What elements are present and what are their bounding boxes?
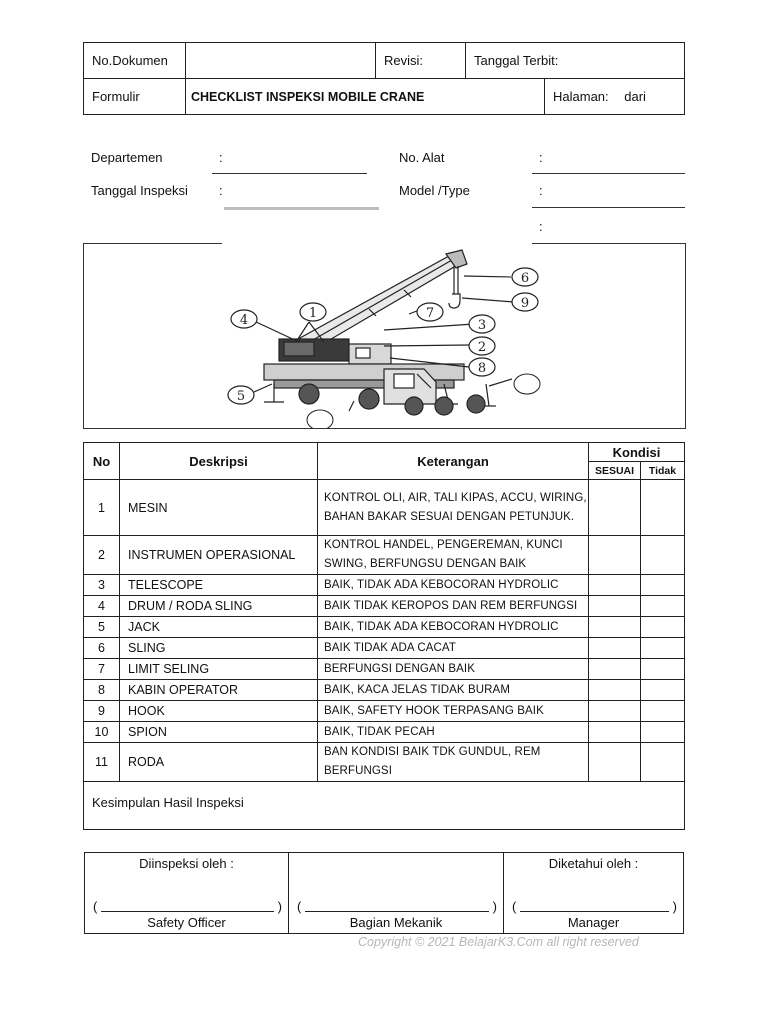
- row-sesuai-checkbox[interactable]: [589, 743, 641, 782]
- table-row: [84, 575, 685, 596]
- row-no: 1: [84, 480, 120, 536]
- row-no: 8: [84, 680, 120, 701]
- row-sesuai-checkbox[interactable]: [589, 659, 641, 680]
- row-no: 9: [84, 701, 120, 722]
- departemen-colon: :: [219, 150, 223, 165]
- row-deskripsi: SLING: [120, 638, 318, 659]
- no-alat-label: No. Alat: [399, 150, 445, 165]
- col-header-no: No: [84, 443, 120, 480]
- row-tidak-checkbox[interactable]: [641, 638, 685, 659]
- row-keterangan: KONTROL OLI, AIR, TALI KIPAS, ACCU, WIRING, BAHAN BAKAR SESUAI DENGAN PETUNJUK.: [318, 480, 589, 536]
- callout-1: 1: [308, 306, 318, 321]
- row-tidak-checkbox[interactable]: [641, 575, 685, 596]
- table-row: [84, 617, 685, 638]
- callout-7: 7: [425, 306, 435, 321]
- row-no: 3: [84, 575, 120, 596]
- tanggal-inspeksi-colon: :: [219, 183, 223, 198]
- row-keterangan: BAN KONDISI BAIK TDK GUNDUL, REM BERFUNGSI: [318, 743, 589, 782]
- row-keterangan: BAIK, TIDAK PECAH: [318, 722, 589, 743]
- mobile-crane-diagram: [84, 244, 685, 428]
- field-mask: [222, 210, 532, 244]
- row-deskripsi: KABIN OPERATOR: [120, 680, 318, 701]
- model-type-label: Model /Type: [399, 183, 470, 198]
- row-keterangan: BAIK, KACA JELAS TIDAK BURAM: [318, 680, 589, 701]
- row-keterangan: BAIK, SAFETY HOOK TERPASANG BAIK: [318, 701, 589, 722]
- table-row: [84, 596, 685, 617]
- row-sesuai-checkbox[interactable]: [589, 596, 641, 617]
- dari-label: dari: [624, 89, 646, 104]
- row-no: 10: [84, 722, 120, 743]
- table-row: [84, 480, 685, 536]
- table-row: [84, 743, 685, 782]
- halaman-cell: [545, 79, 685, 115]
- callout-4: 4: [239, 313, 249, 328]
- row-no: 6: [84, 638, 120, 659]
- table-row: [84, 659, 685, 680]
- row-no: 11: [84, 743, 120, 782]
- model-type-colon: :: [539, 183, 543, 198]
- signature-manager[interactable]: [504, 853, 684, 934]
- document-header-table: [83, 42, 685, 115]
- signature-line-manager: ( ): [512, 899, 677, 914]
- row-tidak-checkbox[interactable]: [641, 480, 685, 536]
- table-row: [84, 680, 685, 701]
- manager-label: Manager: [567, 915, 620, 930]
- signature-line-safety-officer: ( ): [93, 899, 282, 914]
- row-deskripsi: SPION: [120, 722, 318, 743]
- row-keterangan: BERFUNGSI DENGAN BAIK: [318, 659, 589, 680]
- copyright-text: Copyright © 2021 BelajarK3.Com all right reserved: [358, 935, 639, 949]
- hook-shape: [449, 294, 460, 308]
- row-sesuai-checkbox[interactable]: [589, 722, 641, 743]
- row-deskripsi: RODA: [120, 743, 318, 782]
- row-no: 2: [84, 536, 120, 575]
- sertifikat-alat-colon: :: [539, 219, 543, 234]
- no-alat-field[interactable]: [532, 173, 685, 174]
- form-title: CHECKLIST INSPEKSI MOBILE CRANE: [186, 79, 545, 115]
- no-dokumen-label: No.Dokumen: [84, 43, 186, 79]
- tanggal-inspeksi-label: Tanggal Inspeksi: [91, 183, 188, 198]
- row-deskripsi: HOOK: [120, 701, 318, 722]
- callout-2: 2: [477, 340, 487, 355]
- tanggal-terbit-label: Tanggal Terbit:: [466, 43, 685, 79]
- blank-callout-bottom: [307, 410, 333, 428]
- row-tidak-checkbox[interactable]: [641, 743, 685, 782]
- row-keterangan: BAIK TIDAK ADA CACAT: [318, 638, 589, 659]
- revisi-label: Revisi:: [376, 43, 466, 79]
- signature-line-bagian-mekanik: ( ): [297, 899, 497, 914]
- diinspeksi-oleh-label: Diinspeksi oleh :: [139, 856, 234, 871]
- no-dokumen-value: [186, 43, 376, 79]
- row-keterangan: BAIK TIDAK KEROPOS DAN REM BERFUNGSI: [318, 596, 589, 617]
- table-row: [84, 722, 685, 743]
- signature-safety-officer[interactable]: [85, 853, 289, 934]
- col-header-sesuai: SESUAI: [589, 462, 641, 480]
- row-sesuai-checkbox[interactable]: [589, 701, 641, 722]
- table-row: [84, 701, 685, 722]
- row-sesuai-checkbox[interactable]: [589, 480, 641, 536]
- row-deskripsi: LIMIT SELING: [120, 659, 318, 680]
- callout-6: 6: [520, 271, 530, 286]
- callout-5: 5: [236, 389, 246, 404]
- model-type-field[interactable]: [532, 207, 685, 208]
- col-header-keterangan: Keterangan: [318, 443, 589, 480]
- callout-8: 8: [477, 361, 487, 376]
- col-header-deskripsi: Deskripsi: [120, 443, 318, 480]
- signature-bagian-mekanik[interactable]: [289, 853, 504, 934]
- row-tidak-checkbox[interactable]: [641, 680, 685, 701]
- departemen-field[interactable]: [212, 173, 367, 174]
- row-no: 4: [84, 596, 120, 617]
- table-row: [84, 536, 685, 575]
- safety-officer-label: Safety Officer: [147, 915, 226, 930]
- row-no: 5: [84, 617, 120, 638]
- col-header-tidak: Tidak: [641, 462, 685, 480]
- row-sesuai-checkbox[interactable]: [589, 575, 641, 596]
- row-deskripsi: INSTRUMEN OPERASIONAL: [120, 536, 318, 575]
- callout-9: 9: [520, 296, 530, 311]
- formulir-label: Formulir: [84, 79, 186, 115]
- callout-3: 3: [477, 318, 487, 333]
- crane-diagram-box: [83, 243, 686, 429]
- row-deskripsi: MESIN: [120, 480, 318, 536]
- bagian-mekanik-label: Bagian Mekanik: [349, 915, 443, 930]
- departemen-label: Departemen: [91, 150, 163, 165]
- row-tidak-checkbox[interactable]: [641, 701, 685, 722]
- row-tidak-checkbox[interactable]: [641, 536, 685, 575]
- no-alat-colon: :: [539, 150, 543, 165]
- row-sesuai-checkbox[interactable]: [589, 680, 641, 701]
- row-deskripsi: TELESCOPE: [120, 575, 318, 596]
- signature-table: [84, 852, 684, 934]
- row-sesuai-checkbox[interactable]: [589, 617, 641, 638]
- truck-chassis: [264, 364, 464, 380]
- checklist-table: [83, 442, 685, 830]
- halaman-label: Halaman:: [553, 89, 609, 104]
- diketahui-oleh-label: Diketahui oleh :: [548, 856, 639, 871]
- row-tidak-checkbox[interactable]: [641, 617, 685, 638]
- row-deskripsi: DRUM / RODA SLING: [120, 596, 318, 617]
- row-tidak-checkbox[interactable]: [641, 659, 685, 680]
- kesimpulan-hasil-inspeksi[interactable]: Kesimpulan Hasil Inspeksi: [84, 782, 685, 830]
- table-row: [84, 638, 685, 659]
- row-sesuai-checkbox[interactable]: [589, 638, 641, 659]
- row-tidak-checkbox[interactable]: [641, 722, 685, 743]
- row-keterangan: BAIK, TIDAK ADA KEBOCORAN HYDROLIC: [318, 575, 589, 596]
- row-sesuai-checkbox[interactable]: [589, 536, 641, 575]
- row-deskripsi: JACK: [120, 617, 318, 638]
- col-header-kondisi: Kondisi: [589, 443, 685, 462]
- row-keterangan: BAIK, TIDAK ADA KEBOCORAN HYDROLIC: [318, 617, 589, 638]
- blank-callout-right: [514, 374, 540, 394]
- row-no: 7: [84, 659, 120, 680]
- row-keterangan: KONTROL HANDEL, PENGEREMAN, KUNCI SWING, BERFUNGSU DENGAN BAIK: [318, 536, 589, 575]
- row-tidak-checkbox[interactable]: [641, 596, 685, 617]
